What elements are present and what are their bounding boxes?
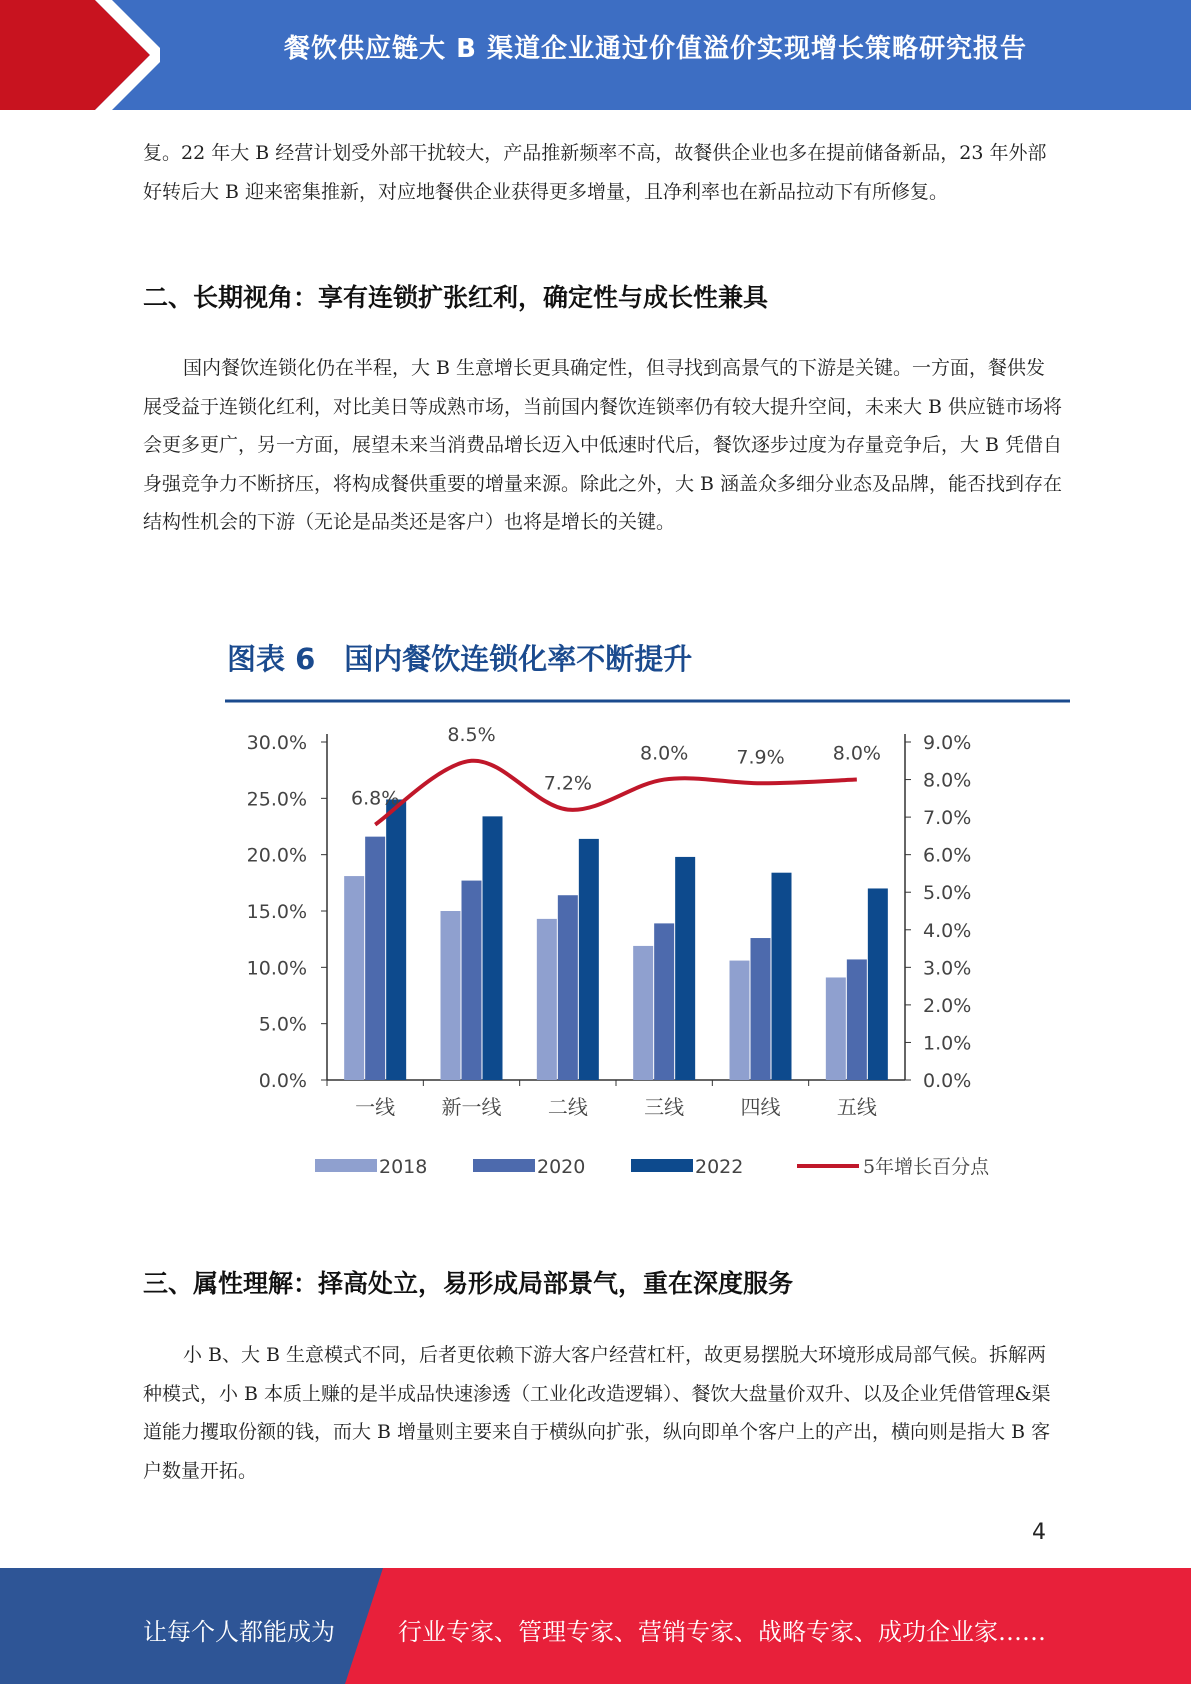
- bar-2018: [344, 876, 364, 1080]
- bar-2020: [654, 923, 674, 1080]
- bar-2022: [579, 839, 599, 1080]
- paragraph-1: 复。22 年大 B 经营计划受外部干扰较大，产品推新频率不高，故餐供企业也多在提前储备新品，23 年外部好转后大 B 迎来密集推新，对应地餐供企业获得更多增量，且净利率也在新品拉动下有所修复。: [143, 142, 1047, 203]
- line-data-label: 6.8%: [351, 787, 400, 810]
- y-right-tick-label: 5.0%: [923, 882, 972, 905]
- legend-swatch-2020: [473, 1159, 535, 1172]
- footer-slogan-left: 让每个人都能成为: [143, 1618, 335, 1646]
- bar-2020: [751, 938, 771, 1080]
- paragraph-2: 国内餐饮连锁化仍在半程，大 B 生意增长更具确定性，但寻找到高景气的下游是关键。一方面，餐供发展受益于连锁化红利，对比美日等成熟市场，当前国内餐饮连锁率仍有较大提升空间，未来大 B 供应链市场将会更多更广，另一方面，展望未来当消费品增长迈入中低速时代后，餐饮逐步过度为存量竞争后，大 B 凭借自身强竞争力不断挤压，将构成餐供重要的增量来源。除此之外，大 B 涵盖众多细分业态及品牌，能否找到存在结构性机会的下游（无论是品类还是客户）也将是增长的关键。: [143, 357, 1063, 533]
- bar-2018: [730, 961, 750, 1080]
- bar-2022: [675, 857, 695, 1080]
- bar-2020: [462, 881, 482, 1080]
- bar-2018: [537, 919, 557, 1080]
- y-right-tick-label: 6.0%: [923, 844, 972, 867]
- header-title: 餐饮供应链大 B 渠道企业通过价值溢价实现增长策略研究报告: [284, 34, 1027, 64]
- y-right-tick-label: 8.0%: [923, 769, 972, 792]
- bar-2020: [365, 837, 385, 1080]
- bar-2022: [483, 816, 503, 1080]
- bar-2020: [847, 959, 867, 1080]
- section-heading-3: 三、属性理解：择高处立，易形成局部景气，重在深度服务: [143, 1269, 794, 1298]
- legend-label: 2018: [379, 1156, 428, 1178]
- x-tick-label: 四线: [740, 1095, 781, 1119]
- footer-slogan-right: 行业专家、管理专家、营销专家、战略专家、成功企业家……: [398, 1618, 1046, 1646]
- line-data-label: 8.0%: [832, 742, 881, 765]
- paragraph-3: 小 B、大 B 生意模式不同，后者更依赖下游大客户经营杠杆，故更易摆脱大环境形成局部气候。拆解两种模式，小 B 本质上赚的是半成品快速渗透（工业化改造逻辑）、餐饮大盘量价双升、以及企业凭借管理&渠道能力攫取份额的钱，而大 B 增量则主要来自于横纵向扩张，纵向即单个客户上的产出，横向则是指大 B 客户数量开拓。: [143, 1344, 1051, 1482]
- page-number: 4: [1032, 1520, 1046, 1545]
- bar-2018: [441, 911, 461, 1080]
- y-right-tick-label: 4.0%: [923, 919, 972, 942]
- bar-2022: [772, 873, 792, 1080]
- y-right-tick-label: 2.0%: [923, 994, 972, 1017]
- line-series-5yr-growth: [375, 761, 857, 825]
- line-data-label: 7.2%: [543, 772, 592, 795]
- y-left-tick-label: 20.0%: [246, 844, 307, 867]
- y-left-tick-label: 30.0%: [246, 732, 307, 754]
- x-tick-label: 一线: [355, 1095, 396, 1119]
- y-right-tick-label: 9.0%: [923, 732, 972, 754]
- legend-swatch-2018: [315, 1159, 377, 1172]
- x-tick-label: 五线: [836, 1095, 877, 1119]
- chart-figure-6: [185, 612, 1075, 1192]
- bar-2018: [826, 977, 846, 1080]
- bar-2022: [868, 888, 888, 1080]
- x-tick-label: 二线: [547, 1095, 588, 1119]
- bar-2022: [386, 799, 406, 1080]
- legend-swatch-2022: [631, 1159, 693, 1172]
- y-right-tick-label: 7.0%: [923, 807, 972, 830]
- chart-svg: [185, 612, 1075, 1192]
- y-left-tick-label: 10.0%: [246, 957, 307, 980]
- line-data-label: 7.9%: [736, 746, 785, 769]
- y-right-tick-label: 3.0%: [923, 957, 972, 980]
- y-left-tick-label: 25.0%: [246, 788, 307, 811]
- y-left-tick-label: 15.0%: [246, 901, 307, 923]
- line-data-label: 8.5%: [447, 723, 496, 746]
- legend-label: 5年增长百分点: [863, 1156, 990, 1178]
- y-left-tick-label: 0.0%: [258, 1070, 307, 1092]
- page-header: [0, 0, 1191, 110]
- bar-2018: [633, 946, 653, 1080]
- bar-2020: [558, 895, 578, 1080]
- header-red-arrow-shape: [0, 0, 160, 110]
- x-tick-label: 新一线: [441, 1095, 502, 1119]
- y-right-tick-label: 1.0%: [923, 1032, 972, 1055]
- chart-title: 图表 6 国内餐饮连锁化率不断提升: [227, 642, 693, 676]
- section-heading-2: 二、长期视角：享有连锁扩张红利，确定性与成长性兼具: [143, 283, 769, 312]
- legend-label: 2022: [695, 1156, 744, 1178]
- y-right-tick-label: 0.0%: [923, 1070, 972, 1092]
- x-tick-label: 三线: [644, 1095, 685, 1119]
- legend-label: 2020: [537, 1156, 586, 1178]
- line-data-label: 8.0%: [640, 742, 689, 765]
- y-left-tick-label: 5.0%: [258, 1013, 307, 1036]
